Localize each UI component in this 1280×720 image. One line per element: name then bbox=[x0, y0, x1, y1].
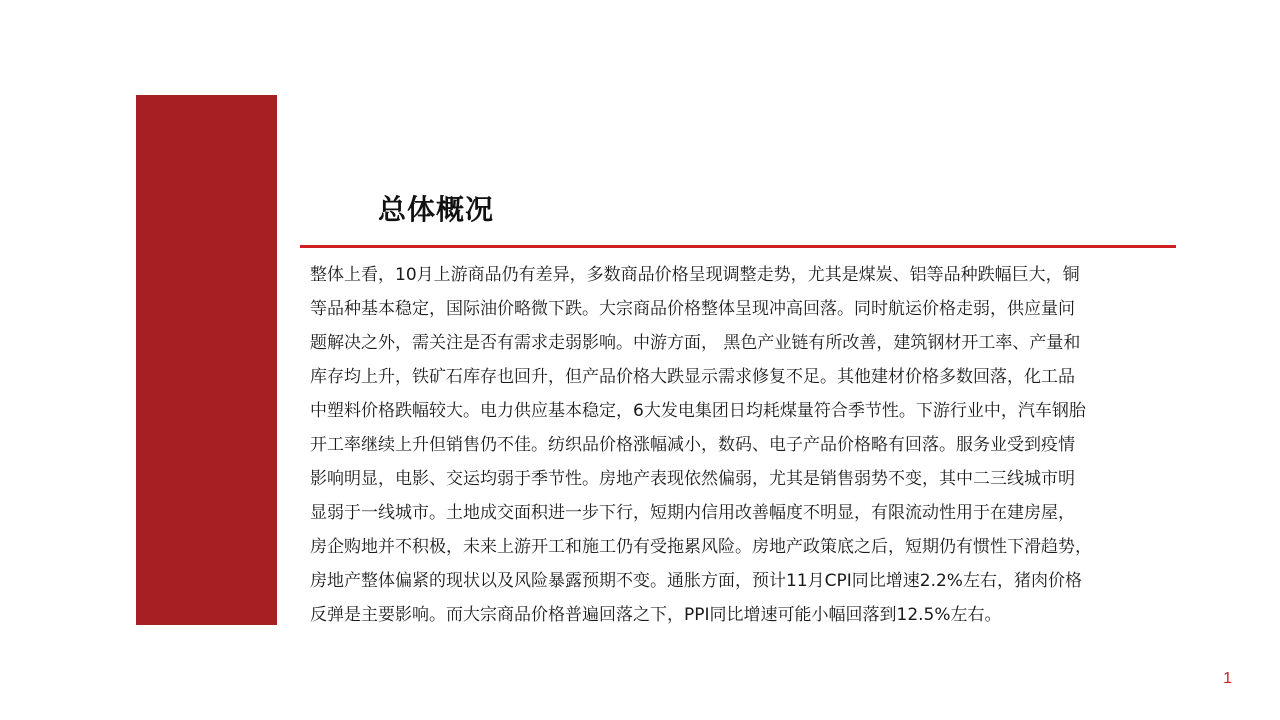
paragraph-line: 库存均上升，铁矿石库存也回升，但产品价格大跌显示需求修复不足。其他建材价格多数回落，化工品 bbox=[310, 367, 1075, 387]
paragraph-line: 反弹是主要影响。而大宗商品价格普遍回落之下，PPI同比增速可能小幅回落到12.5%左右。 bbox=[310, 605, 1002, 625]
paragraph-line: 中塑料价格跌幅较大。电力供应基本稳定，6大发电集团日均耗煤量符合季节性。下游行业中，汽车钢胎 bbox=[310, 401, 1086, 421]
paragraph-line: 房企购地并不积极，未来上游开工和施工仍有受拖累风险。房地产政策底之后，短期仍有惯性下滑趋势， bbox=[310, 537, 1092, 557]
title-divider bbox=[300, 245, 1176, 248]
decorative-red-block bbox=[136, 95, 277, 625]
paragraph-line: 整体上看，10月上游商品仍有差异，多数商品价格呈现调整走势，尤其是煤炭、铝等品种跌幅巨大，铜 bbox=[310, 265, 1080, 285]
paragraph-line: 开工率继续上升但销售仍不佳。纺织品价格涨幅减小，数码、电子产品价格略有回落。服务业受到疫情 bbox=[310, 435, 1075, 455]
slide-title: 总体概况 bbox=[378, 193, 495, 226]
page-number: 1 bbox=[1223, 670, 1232, 687]
paragraph-line: 等品种基本稳定，国际油价略微下跌。大宗商品价格整体呈现冲高回落。同时航运价格走弱，供应量问 bbox=[310, 299, 1075, 319]
paragraph-line: 显弱于一线城市。土地成交面积进一步下行，短期内信用改善幅度不明显，有限流动性用于在建房屋， bbox=[310, 503, 1075, 523]
paragraph-line: 房地产整体偏紧的现状以及风险暴露预期不变。通胀方面，预计11月CPI同比增速2.2%左右，猪肉价格 bbox=[310, 571, 1082, 591]
paragraph-line: 题解决之外，需关注是否有需求走弱影响。中游方面， 黑色产业链有所改善，建筑钢材开工率、产量和 bbox=[310, 333, 1081, 353]
paragraph-line: 影响明显，电影、交运均弱于季节性。房地产表现依然偏弱，尤其是销售弱势不变，其中二三线城市明 bbox=[310, 469, 1075, 489]
body-paragraph bbox=[310, 258, 1178, 632]
